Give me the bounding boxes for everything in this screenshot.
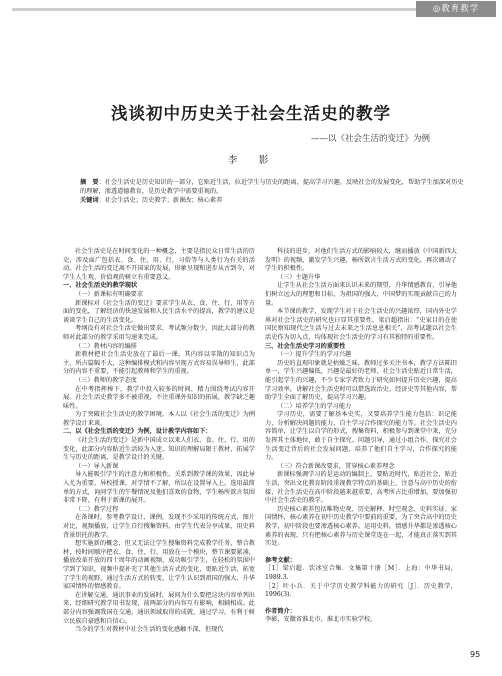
reference-entry: ［1］梁启超．饮冰室合集．文集第十册［M］．上海：中华书局，1989.3.	[265, 565, 457, 581]
section-badge: ◎教育教学	[416, 1, 496, 17]
body-paragraph: 本节课的教学，发现学生对于社会生活史的兴趣浓厚，国内外史学界对社会生活史的研究也日显其重要性，梁启超指出：“史家目的在使国民察知现代之生活与过去未来之生活息息相关”，高考试题以社会生活史作为切入点，均体现社会生活史的学习有其独特的重要性。	[265, 308, 457, 341]
subsection-heading: （一）导入新课	[75, 462, 119, 470]
reference-heading: 参考文献：	[265, 556, 296, 564]
article-title: 浅谈初中历史关于社会生活史的教学	[111, 104, 391, 123]
body-paragraph: 在中考指挥棒下，教学中投入较多的时间，精力围绕考试内容开展。社会生活史教学多不被重视，不注重课外知识的拓展，教学缺乏趣味性。	[63, 385, 255, 410]
body-paragraph: 新教材把社会生活史放在了最后一课，其内容以零散的知识点为主，所占篇幅不大，这种编排模式和内容呈现方式容易误导师生，此部分的内容不重要，不能引起教师和学生的重视。	[63, 351, 255, 376]
section-heading: 二、以《社会生活的变迁》为例，设计教学内容如下：	[63, 428, 212, 436]
body-paragraph: 学习历史，需要了解基本史实，又要培养学生能力包括：识记能力，分析解决问题的能力，自主学习合作探究的能力等。社会生活史内容简单，让学生以自学的形式，搜集资料，积极参与到课堂中来，充分发挥其主体地位，敢于自主探究。问题引导，通过小组合作，探究社会生活变迁背后的社会发展问题，培养了他们自主学习，合作探究的能力。	[265, 411, 457, 462]
body-paragraph: 社会生活史是在时间变化的一种概念，主要是指民众日常生活的历史，涉及面广包括衣、食、住、用、行，习俗等与人类行为有关的活动。社会生活的变迁离不开国家的发展，形象呈现和进步从古到今，对学生人生观、价值观的树立有重要意义。	[63, 248, 255, 281]
reference-entry: 李影，安徽省淮北市，淮北市实验学校。	[265, 616, 377, 624]
right-column	[265, 248, 457, 625]
reference-heading: 作者简介：	[265, 607, 296, 615]
subsection-heading: （一）新课标有明确要求	[75, 290, 144, 298]
section-heading: 一、社会生活史的教学现状	[63, 282, 138, 290]
subsection-heading: （三）教师的教学态度	[75, 376, 137, 384]
body-paragraph: 在讲解交通，通讯事业的发展时，展问为什么要把这块内容单列出来，经细研究教学用书发现，前两部分的内容互有影响，相辅相成。此部分内容强调我国在交通，通讯领域取得的成就，通过学习，有利于树立民族自豪感和自信心。	[63, 591, 255, 625]
page-number: 95	[470, 650, 481, 659]
body-paragraph: 导入能吸引学生的注意力和积极性，关系到教学课的效果，因此导入尤为重要。异校授课，对学情不了解，所以在设置导入上，选用最简单的方式，询问学生的午餐情况及他们喜欢的食物，学生畅所欲言氛围非常下降，有利于新课的展开。	[63, 471, 255, 505]
reference-entry: ［2］叶小兵．关于中学历史教学科能力的研究［J］．历史教学，1996(3).	[265, 582, 457, 599]
keywords-text: ：社会生活史；历史教学；新课改；核心素养	[98, 197, 223, 204]
body-paragraph: 考纲没有对社会生活史做出要求，考试频分数少，因此大部分的教师对此部分的教学采用匀速来完成。	[63, 325, 255, 341]
body-paragraph: 历史的直观印象就是枯燥乏味，教师过多关注书本，教学方法陈旧单一，学生兴趣偏低，兴趣是最好的老师，社会生活史贴近日常生活，能引起学生的兴趣，不少专家学者致力于研究如何提升历史兴趣，提高学习效率，讲解社会生活史时可以借选政治史、经济史等其他内容，帮助学生全面了解历史，提高学习兴趣。	[265, 359, 457, 402]
abstract-block	[80, 178, 466, 205]
abstract	[80, 178, 466, 196]
subsection-heading: （三）符合新课改要求，贯穿核心素养理念	[277, 462, 395, 470]
body-paragraph: 历史核心素养包括唯物史观、历史解释、时空观念、史料实证、家国情怀，核心素养在初中历史教学中要前的重要，为了突合高中的历史教学，初中阶段也要渗透核心素养。运用史料，情感升华都是渗透核心素养的表现，只有把核心素养与历史课堂连在一起，才能真正落实到其实处。	[265, 505, 457, 548]
header-rule	[12, 8, 416, 11]
body-paragraph: 新课标对《社会生活的变迁》要求学生从衣、食、住、行、用等方面的变化，了解经济的快速发展和人民生活水平的提高，教学的建议是谈谈学生自己的生活变化。	[63, 299, 255, 324]
subsection-heading: （二）教材内容的编排	[75, 342, 137, 350]
journal-header	[0, 0, 502, 22]
subsection-heading: （二）教学过程	[75, 505, 119, 513]
subsection-heading: （二）培养学生的学习能力	[277, 402, 352, 410]
body-paragraph: 科技的进步，对他们生活方式的影响较大，继而播放《中国新四大发明》的视频，激发学生兴趣，畅所欲言生活方式的变化，再次调动了学生的积极性。	[265, 248, 457, 273]
keywords	[80, 196, 466, 205]
abstract-label: 摘 要	[80, 179, 99, 186]
subsection-heading: （三）主题升华	[277, 273, 321, 281]
keywords-label: 关键词	[80, 197, 99, 204]
body-paragraph: 想实施新的概念，但又无法让学生搜集资料完成教学任务，整合教材，按时间顺序把衣、食、住、行、用放在一个模块，整节课要紧凑，播放改革开放的四十周年的动画视频，成功吸引学生，在轻松的氛围中学到了知识，视频中提补充了其他生活方式的变化，更贴近生活，拓宽了学生的视野，通过生活方式的转变，让学生认识到祖国的强大，升华家国情怀的情感教育。	[63, 540, 255, 591]
body-paragraph: 在备课时，参考教学设计、课例，发现不少采用的传统方式，图片对比，视频播放，让学生自行搜集资料，由学生代表分享成果，用史料背景烘托的教学。	[63, 514, 255, 539]
body-paragraph: 新课标强调学习的是运动的编制上，要贴近时代，贴近社会，贴近生活，突出文化教育阶段重视教学特点的基础上，注意与高中历史的衔接，社会生活史在高中阶段越来越重要，高考所占比重增加，要加强初中社会生活史的教学。	[265, 471, 457, 505]
left-column	[63, 248, 255, 635]
section-heading: 三、社会生活史学习的重要性	[265, 342, 346, 350]
author-name: 李 影	[227, 155, 275, 166]
body-paragraph: 为了突破社会生活史的教学困境，本人以《社会生活的变迁》为例教学设计来谈。	[63, 411, 255, 427]
body-paragraph: 《社会生活的变迁》是新中国成立以来人们衣、食、住、行、用的变化，此部分内容贴近生活较为入迷，知识的理解局限于教材，拓展学生与历史的距离，是教学设计的关键。	[63, 437, 255, 462]
subsection-heading: （一）提升学生的学习兴趣	[277, 351, 352, 359]
body-paragraph: 让学生从社会生活方面来认识未来的期望，升华情感教育，引导他们树立远大的理想和目标，为祖国的强大，中国梦的实现贡献自己的力量。	[265, 282, 457, 307]
body-paragraph: 当今的学生对教材中社会生活的变化感触不深，但现代	[75, 626, 224, 634]
abstract-text: ：社会生活史是历史知识的一部分，它贴近生活，拉近学生与历史的距离，提高学习兴趣，反映社会的发展变化，帮助学生加深对历史的理解，渗透道德教育，是历史教学中需要重视的。	[80, 179, 464, 195]
article-subtitle: ——以《社会生活的变迁》为例	[310, 134, 430, 144]
